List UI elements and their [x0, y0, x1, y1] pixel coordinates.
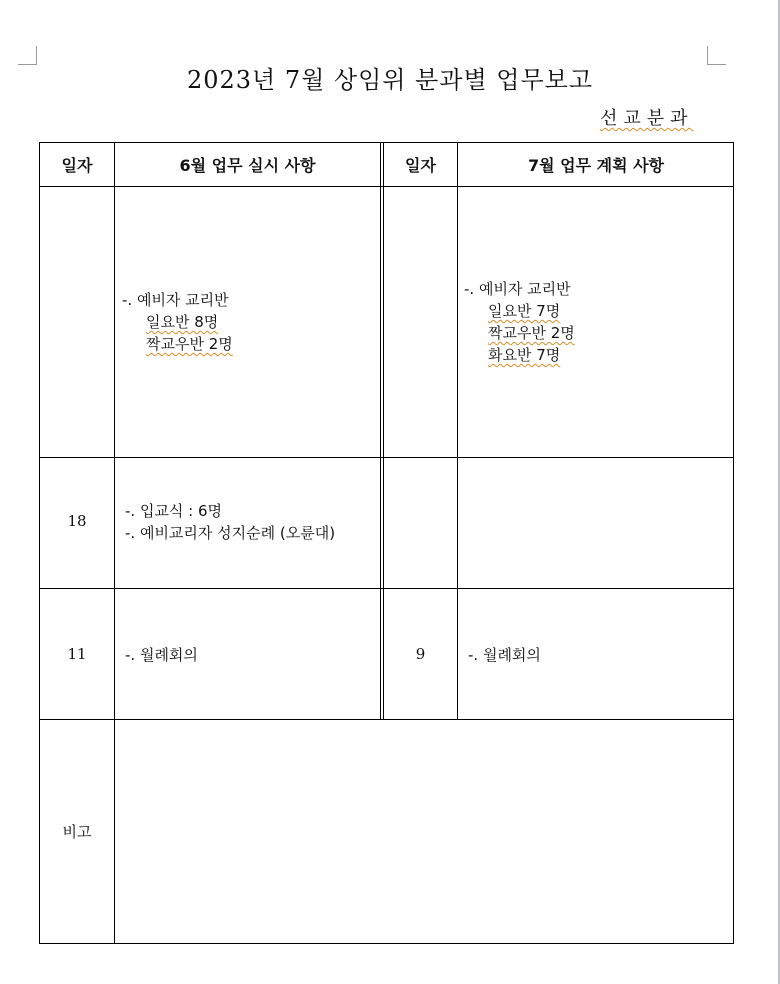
table-vline — [114, 142, 115, 944]
row2-date-left: 18 — [67, 512, 87, 530]
list-item: 일요반 7명 — [488, 302, 561, 320]
list-item: -. 예비자 교리반 — [122, 291, 229, 309]
table-hline — [39, 457, 734, 458]
list-item: 일요반 8명 — [146, 313, 219, 331]
header-june-items: 6월 업무 실시 사항 — [179, 156, 316, 175]
document-title: 2023년 7월 상임위 분과별 업무보고 — [186, 66, 594, 94]
remarks-label: 비고 — [62, 823, 92, 841]
row2-june-cell — [125, 500, 335, 544]
header-date-right: 일자 — [405, 156, 436, 175]
row3-june-cell — [125, 644, 198, 666]
list-item: -. 월례회의 — [125, 646, 198, 664]
department-name: 선교분과 — [600, 108, 694, 129]
list-item: 화요반 7명 — [488, 346, 561, 364]
list-item: 짝교우반 2명 — [146, 335, 233, 353]
table-hline — [39, 186, 734, 187]
row1-june-cell — [122, 289, 233, 355]
list-item: -. 예비자 교리반 — [464, 280, 571, 298]
table-hline — [39, 719, 734, 720]
header-july-items: 7월 업무 계획 사항 — [527, 156, 665, 175]
table-vline — [380, 142, 381, 720]
list-item: -. 입교식 : 6명 — [125, 502, 223, 520]
table-hline — [39, 588, 734, 589]
row3-july-cell — [468, 644, 541, 666]
table-vline — [383, 142, 384, 720]
list-item: 짝교우반 2명 — [488, 324, 575, 342]
row3-date-right: 9 — [415, 645, 426, 663]
row3-date-left: 11 — [67, 645, 87, 663]
list-item: -. 월례회의 — [468, 646, 541, 664]
header-date-left: 일자 — [61, 156, 93, 175]
row1-july-cell — [464, 278, 575, 366]
list-item: -. 예비교리자 성지순례 (오륜대) — [125, 524, 336, 542]
table-vline — [457, 142, 458, 720]
